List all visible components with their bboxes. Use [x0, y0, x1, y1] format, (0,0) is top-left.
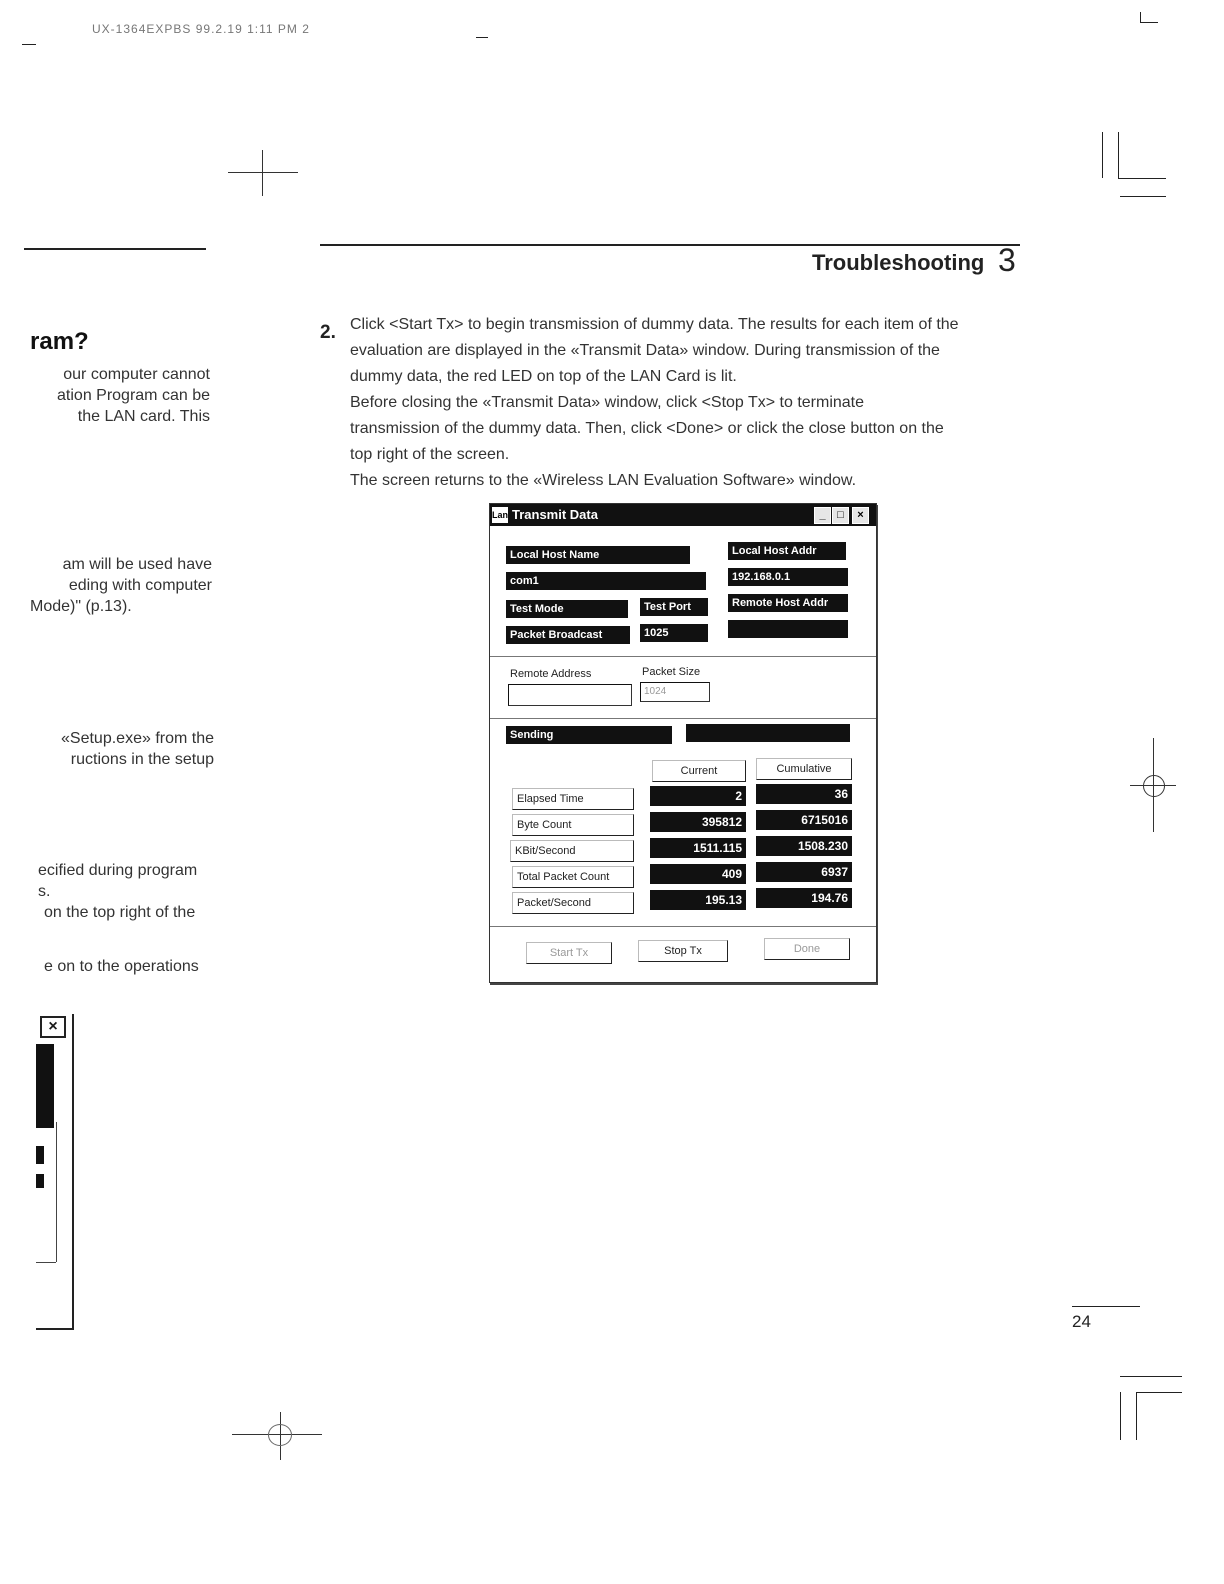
close-icon[interactable]: ×	[852, 507, 869, 524]
crop-mark	[22, 44, 36, 45]
crop-mark	[1140, 22, 1158, 23]
registration-circle	[268, 1424, 292, 1446]
byte-count-label: Byte Count	[512, 814, 634, 836]
elapsed-time-current: 2	[650, 786, 746, 806]
test-mode-value: Packet Broadcast	[506, 626, 630, 644]
crop-mark	[1120, 1376, 1182, 1377]
registration-mark	[228, 172, 298, 173]
local-host-name-label: Local Host Name	[506, 546, 690, 564]
title-bar[interactable]	[490, 504, 876, 526]
dark-marker	[36, 1146, 44, 1164]
app-icon: Lan	[492, 507, 508, 523]
page-number-rule	[1072, 1306, 1140, 1307]
left-fragment-5: e on to the operations	[44, 958, 199, 975]
separator	[490, 926, 876, 927]
crop-mark	[1120, 1392, 1121, 1440]
registration-mark	[262, 150, 263, 196]
remote-host-addr-value	[728, 620, 848, 638]
left-fragment-4: ecified during program s. on the top right of the	[38, 862, 198, 921]
left-fragment-3: «Setup.exe» from the ructions in the setup	[61, 730, 214, 768]
panel-border	[36, 1262, 56, 1263]
remote-address-input[interactable]	[508, 684, 632, 706]
packet-size-input[interactable]: 1024	[640, 682, 710, 702]
local-host-addr-value: 192.168.0.1	[728, 568, 848, 586]
separator	[490, 718, 876, 719]
left-section-title: ram?	[30, 328, 89, 355]
chapter-number: 3	[998, 242, 1016, 278]
dark-panel	[36, 1044, 54, 1128]
packet-second-cumulative: 194.76	[756, 888, 852, 908]
close-icon: ×	[40, 1016, 66, 1038]
minimize-icon[interactable]: _	[814, 507, 831, 524]
clipped-window-fragment	[36, 1014, 74, 1330]
cumulative-column-header: Cumulative	[756, 758, 852, 780]
left-fragment-2: am will be used have eding with computer Mode)" (p.13).	[30, 556, 212, 615]
separator	[490, 656, 876, 657]
page-number: 24	[1072, 1312, 1091, 1331]
step-paragraph: Click <Start Tx> to begin transmission of dummy data. The results for each item of the evaluation are displayed in the «Transmit Data» window. During transmission of the dummy data, the red LED on top of the LAN Card is lit. Before closing the «Transmit Data» window, click <Stop Tx> to terminate transmission of the dummy data. Then, click <Done> or click the close button on the top right of the screen. The screen returns to the «Wireless LAN Evaluation Software» window.	[350, 316, 959, 489]
local-host-name-value: com1	[506, 572, 706, 590]
step-number: 2.	[320, 322, 336, 343]
start-tx-button[interactable]: Start Tx	[526, 942, 612, 964]
elapsed-time-cumulative: 36	[756, 784, 852, 804]
packet-second-label: Packet/Second	[512, 892, 634, 914]
panel-border	[56, 1122, 57, 1262]
header-rule-left	[24, 248, 206, 250]
local-host-addr-label: Local Host Addr	[728, 542, 846, 560]
status-badge: Sending	[506, 726, 672, 744]
test-mode-label: Test Mode	[506, 600, 628, 618]
total-packet-count-cumulative: 6937	[756, 862, 852, 882]
crop-mark	[476, 37, 488, 38]
window-title: Transmit Data	[512, 507, 598, 522]
current-column-header: Current	[652, 760, 746, 782]
left-fragment-1: our computer cannot ation Program can be the LAN card. This	[57, 366, 210, 425]
maximize-icon[interactable]: □	[832, 507, 849, 524]
elapsed-time-label: Elapsed Time	[512, 788, 634, 810]
packet-size-label: Packet Size	[642, 666, 701, 678]
print-slug: UX-1364EXPBS 99.2.19 1:11 PM 2	[92, 22, 310, 36]
header-rule-right	[320, 244, 1020, 246]
total-packet-count-label: Total Packet Count	[512, 866, 634, 888]
crop-mark	[1136, 1392, 1182, 1393]
status-progress	[686, 724, 850, 742]
crop-mark	[1118, 178, 1166, 179]
test-port-value: 1025	[640, 624, 708, 642]
remote-address-label: Remote Address	[510, 668, 592, 680]
crop-mark	[1102, 132, 1103, 178]
crop-mark	[1136, 1392, 1137, 1440]
chapter-title: Troubleshooting	[812, 250, 985, 275]
dark-marker	[36, 1174, 44, 1188]
transmit-data-window	[489, 503, 877, 983]
test-port-label: Test Port	[640, 598, 708, 616]
remote-host-addr-label: Remote Host Addr	[728, 594, 848, 612]
done-button[interactable]: Done	[764, 938, 850, 960]
kbit-second-cumulative: 1508.230	[756, 836, 852, 856]
registration-circle	[1143, 775, 1165, 797]
kbit-second-current: 1511.115	[650, 838, 746, 858]
byte-count-cumulative: 6715016	[756, 810, 852, 830]
kbit-second-label: KBit/Second	[510, 840, 634, 862]
byte-count-current: 395812	[650, 812, 746, 832]
total-packet-count-current: 409	[650, 864, 746, 884]
crop-mark	[1140, 12, 1141, 22]
crop-mark	[1118, 132, 1119, 178]
packet-second-current: 195.13	[650, 890, 746, 910]
stop-tx-button[interactable]: Stop Tx	[638, 940, 728, 962]
crop-mark	[1120, 196, 1166, 197]
